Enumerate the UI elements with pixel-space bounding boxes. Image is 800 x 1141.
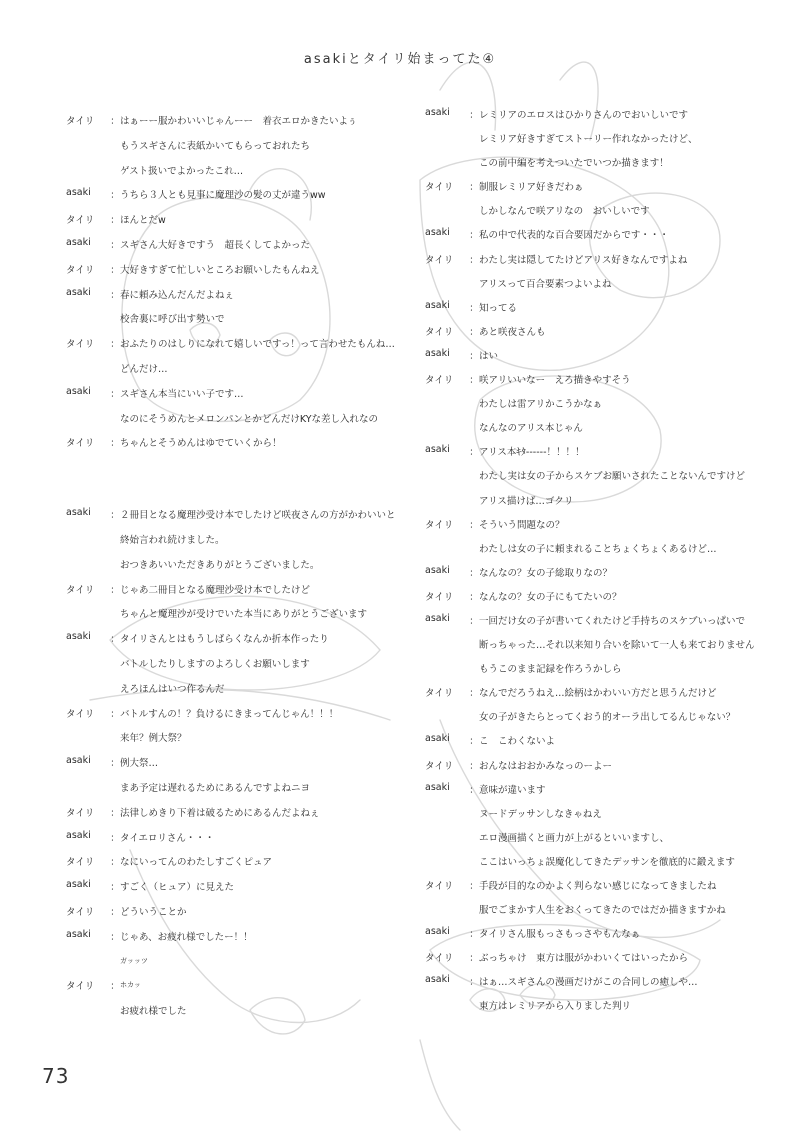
dialogue-text: ちゃんと魔理沙が受けでいた本当にありがとうございます — [120, 609, 368, 621]
dialogue-text: なんでだろうねえ…絵柄はかわいい方だと思うんだけど — [479, 688, 717, 700]
speaker-separator: ： — [110, 708, 120, 720]
dialogue-text: ちゃんとそうめんはゆでていくから！ — [120, 438, 282, 450]
dialogue-text: まあ予定は遅れるためにあるんですよねニヨ — [120, 782, 311, 794]
speaker-name: asaki — [425, 444, 450, 456]
speaker-name: asaki — [66, 879, 91, 891]
speaker-separator: ： — [110, 388, 120, 400]
speaker-separator: ： — [110, 438, 120, 450]
speaker-separator: ： — [469, 326, 479, 338]
speaker-name: asaki — [66, 928, 91, 940]
speaker-name: タイリ — [425, 760, 454, 772]
speaker-separator: ： — [110, 510, 120, 522]
speaker-separator: ： — [469, 688, 479, 700]
dialogue-text: はい — [479, 350, 499, 362]
speaker-separator: ： — [110, 981, 120, 993]
speaker-name: asaki — [425, 564, 450, 576]
dialogue-text: アリスって百合要素つよいよね — [479, 278, 612, 290]
dialogue-text: おふたりのはしりになれて嬉しいですっ！って言わせたもんね… — [120, 339, 395, 351]
dialogue-text: 意味が違います — [479, 784, 546, 796]
dialogue-line — [66, 138, 396, 163]
dialogue-line — [66, 954, 396, 979]
dialogue-text: はぁーー服かわいいじゃんーー 着衣エロかきたいよぅ — [120, 116, 358, 127]
speaker-name: タイリ — [425, 688, 454, 700]
section-gap — [66, 460, 396, 507]
page-title: asakiとタイリ始まってた④ — [303, 52, 497, 67]
dialogue-line — [425, 155, 770, 179]
dialogue-line — [66, 755, 396, 780]
dialogue-line — [66, 386, 396, 411]
speaker-name: タイリ — [425, 953, 454, 965]
dialogue-text: 例大祭… — [120, 758, 159, 770]
speaker-separator: ： — [469, 567, 479, 579]
speaker-separator: ： — [469, 302, 479, 314]
dialogue-line — [425, 468, 770, 492]
speaker-separator: ： — [469, 591, 479, 603]
dialogue-line — [66, 557, 396, 582]
speaker-separator: ： — [110, 215, 120, 227]
dialogue-line — [66, 435, 396, 460]
dialogue-line — [425, 637, 770, 661]
dialogue-line — [425, 806, 770, 830]
speaker-name: タイリ — [425, 591, 454, 603]
dialogue-line — [66, 656, 396, 681]
speaker-separator: ： — [469, 254, 479, 266]
speaker-name: asaki — [425, 974, 450, 986]
dialogue-text: どういうことか — [120, 906, 187, 918]
dialogue-text: 一回だけ女の子が書いてくれたけど手持ちのスケブいっぱいで — [479, 615, 746, 627]
dialogue-text: この前中編を考えついたでいつか描きます！ — [479, 158, 669, 170]
dialogue-text: エロ漫画描くと画力が上がるといいますし、 — [479, 832, 670, 844]
dialogue-text: すごく（ヒュア）に見えた — [120, 882, 235, 894]
dialogue-line — [425, 854, 770, 878]
speaker-separator: ： — [110, 832, 120, 844]
speaker-name: asaki — [425, 781, 450, 793]
speaker-separator: ： — [469, 615, 479, 627]
dialogue-text: ゲスト扱いでよかったこれ… — [120, 165, 244, 177]
dialogue-text: タイリさん服もっさもっさやもんなぁ — [479, 929, 641, 941]
dialogue-line — [425, 252, 770, 276]
speaker-name: タイリ — [66, 584, 95, 596]
dialogue-line — [425, 493, 770, 517]
dialogue-line — [425, 902, 770, 926]
dialogue-text: ぶっちゃけ 東方は服がかわいくてはいったから — [479, 953, 689, 965]
dialogue-text: おつきあいいただきありがとうございました。 — [120, 559, 320, 571]
dialogue-line — [425, 300, 770, 324]
dialogue-line — [425, 107, 770, 131]
dialogue-text: 制服レミリア好きだわぁ — [479, 182, 584, 194]
dialogue-text: ほんとだw — [120, 215, 166, 227]
dialogue-line — [425, 661, 770, 685]
speaker-separator: ： — [469, 881, 479, 892]
dialogue-line — [66, 780, 396, 805]
speaker-name: タイリ — [425, 182, 454, 194]
speaker-separator: ： — [110, 116, 120, 127]
dialogue-line — [425, 131, 770, 155]
dialogue-line — [425, 998, 770, 1022]
dialogue-line — [66, 361, 396, 386]
dialogue-line — [425, 733, 770, 757]
speaker-name: タイリ — [66, 807, 95, 819]
dialogue-line — [425, 613, 770, 637]
dialogue-line — [66, 262, 396, 287]
dialogue-line — [425, 926, 770, 950]
dialogue-text: そういう問題なの？ — [479, 519, 565, 531]
speaker-name: タイリ — [425, 326, 454, 338]
dialogue-line — [66, 187, 396, 212]
dialogue-text: あと咲夜さんも — [479, 326, 546, 338]
speaker-separator: ： — [110, 584, 120, 596]
dialogue-text: えろほんはいつ作るんだ — [120, 683, 225, 695]
dialogue-text: 服でごまかす人生をおくってきたのではだか描きますかね — [479, 905, 726, 917]
speaker-separator: ： — [469, 110, 479, 121]
dialogue-line — [66, 163, 396, 188]
dialogue-line — [66, 532, 396, 557]
dialogue-text: もうこのまま記録を作ろうかしら — [479, 664, 622, 676]
dialogue-text: 私の中で代表的な百合要因だからです・・・ — [479, 230, 669, 242]
speaker-name: タイリ — [66, 981, 95, 993]
dialogue-text: もうスギさんに表紙かいてもらっておれたち — [120, 140, 311, 152]
dialogue-line — [425, 348, 770, 372]
dialogue-text: バトルすんの！？負けるにきまってんじゃん！！！ — [120, 708, 339, 720]
dialogue-line — [66, 1003, 396, 1028]
dialogue-text: 法律しめきり下着は破るためにあるんだよねぇ — [120, 807, 320, 819]
speaker-name: タイリ — [66, 264, 95, 276]
speaker-name: タイリ — [66, 708, 95, 720]
dialogue-line — [425, 203, 770, 227]
dialogue-line — [66, 606, 396, 631]
dialogue-line — [425, 878, 770, 902]
dialogue-line — [66, 507, 396, 532]
dialogue-text: タイエロリさん・・・ — [120, 832, 215, 844]
speaker-separator: ： — [469, 447, 479, 459]
speaker-separator: ： — [110, 634, 120, 646]
dialogue-line — [425, 758, 770, 782]
speaker-separator: ： — [110, 807, 120, 819]
speaker-separator: ： — [469, 953, 479, 965]
dialogue-line — [425, 950, 770, 974]
page-number: 73 — [42, 1064, 70, 1088]
dialogue-line — [425, 444, 770, 468]
dialogue-text: アリス本ｷﾀ------！！！！ — [479, 447, 585, 459]
dialogue-line — [66, 730, 396, 755]
speaker-name: タイリ — [425, 254, 454, 266]
speaker-name: タイリ — [66, 215, 95, 227]
dialogue-text: しかしなんで咲アリなの おいしいです — [479, 206, 650, 218]
dialogue-line — [66, 113, 396, 138]
speaker-name: タイリ — [425, 519, 454, 531]
dialogue-text: バトルしたりしますのよろしくお願いします — [120, 658, 310, 670]
dialogue-text: ２冊目となる魔理沙受け本でしたけど咲夜さんの方がかわいいと — [120, 510, 396, 522]
dialogue-text: わたし実は女の子からスケブお願いされたことないんですけど — [479, 471, 746, 483]
speaker-name: タイリ — [66, 906, 95, 918]
dialogue-line — [425, 420, 770, 444]
dialogue-text: おんなはおおかみなっのーよー — [479, 760, 613, 772]
dialogue-line — [66, 904, 396, 929]
dialogue-line — [425, 782, 770, 806]
dialogue-line — [425, 324, 770, 348]
speaker-name: タイリ — [425, 881, 454, 892]
dialogue-line — [66, 805, 396, 830]
dialogue-line — [66, 287, 396, 312]
speaker-separator: ： — [469, 736, 479, 748]
speaker-separator: ： — [469, 977, 479, 989]
speaker-separator: ： — [110, 758, 120, 770]
dialogue-text: こ こわくないよ — [479, 736, 556, 748]
dialogue-line — [425, 276, 770, 300]
speaker-name: asaki — [66, 755, 91, 767]
speaker-separator: ： — [469, 230, 479, 242]
dialogue-line — [425, 517, 770, 541]
dialogue-text: 手段が目的なのかよく判らない感じになってきましたね — [479, 881, 717, 892]
dialogue-line — [66, 929, 396, 954]
dialogue-text: うちら３人とも見事に魔理沙の髪の丈が違うww — [120, 190, 326, 202]
dialogue-text: レミリアのエロスはひかりさんのでおいしいです — [479, 110, 689, 121]
dialogue-text: ホカッ — [120, 981, 141, 990]
dialogue-text: 知ってる — [479, 302, 518, 314]
dialogue-line — [66, 336, 396, 361]
dialogue-line — [66, 706, 396, 731]
speaker-name: asaki — [66, 187, 91, 199]
speaker-name: asaki — [425, 612, 450, 624]
dialogue-text: ここはいっちょ誤魔化してきたデッサンを徹底的に鍛えます — [479, 856, 735, 868]
speaker-separator: ： — [110, 882, 120, 894]
dialogue-line — [425, 179, 770, 203]
dialogue-text: ガッッツ — [120, 956, 148, 965]
dialogue-text: スギさん大好きですう 超長くしてよかった — [120, 239, 311, 251]
dialogue-line — [425, 589, 770, 613]
speaker-name: asaki — [425, 926, 450, 938]
dialogue-line — [425, 685, 770, 709]
dialogue-text: なんなの？女の子にもてたいの？ — [479, 591, 622, 603]
dialogue-text: 終始言われ続けました。 — [120, 534, 225, 546]
dialogue-column-right — [425, 107, 770, 1023]
dialogue-line — [66, 879, 396, 904]
dialogue-text: 校舎裏に呼び出す勢いで — [120, 314, 225, 326]
dialogue-line — [425, 396, 770, 420]
dialogue-text: 春に頼み込んだんだよねぇ — [120, 289, 235, 301]
speaker-separator: ： — [469, 375, 479, 387]
speaker-name: asaki — [66, 286, 91, 298]
speaker-name: asaki — [66, 631, 91, 643]
dialogue-line — [66, 212, 396, 237]
speaker-name: asaki — [425, 733, 450, 745]
speaker-name: タイリ — [66, 438, 95, 450]
dialogue-line — [66, 830, 396, 855]
dialogue-line — [425, 541, 770, 565]
speaker-name: タイリ — [425, 375, 454, 387]
speaker-name: タイリ — [66, 116, 95, 127]
speaker-separator: ： — [110, 931, 120, 943]
dialogue-line — [66, 582, 396, 607]
dialogue-text: 断っちゃった…それ以来知り合いを除いて一人も来ておりません — [479, 640, 755, 652]
speaker-separator: ： — [110, 289, 120, 301]
speaker-separator: ： — [469, 519, 479, 531]
dialogue-text: お疲れ様でした — [120, 1006, 187, 1018]
speaker-separator: ： — [110, 190, 120, 202]
dialogue-text: レミリア好きすぎてストーリー作れなかったけど、 — [479, 134, 698, 146]
speaker-separator: ： — [469, 784, 479, 796]
dialogue-text: 女の子がきたらとってくおう的オーラ出してるんじゃない？ — [479, 712, 736, 724]
dialogue-text: 大好きすぎて忙しいところお願いしたもんねえ — [120, 264, 320, 276]
dialogue-text: わたしは雷アリかこうかなぁ — [479, 399, 603, 411]
dialogue-text: はぁ…スギさんの漫画だけがこの合同しの癒しや… — [479, 977, 698, 989]
dialogue-text: なのにそうめんとメロンパンとかどんだけKYな差し入れなの — [120, 413, 379, 425]
dialogue-text: じゃあ、お疲れ様でしたー！！ — [120, 931, 253, 943]
dialogue-line — [66, 237, 396, 262]
speaker-separator: ： — [110, 239, 120, 251]
dialogue-line — [425, 709, 770, 733]
dialogue-line — [66, 854, 396, 879]
speaker-name: asaki — [66, 236, 91, 248]
speaker-separator: ： — [110, 339, 120, 351]
dialogue-line — [66, 411, 396, 436]
speaker-separator: ： — [110, 857, 120, 869]
speaker-name: asaki — [66, 385, 91, 397]
speaker-separator: ： — [469, 760, 479, 772]
speaker-name: asaki — [425, 107, 450, 118]
speaker-name: asaki — [425, 299, 450, 311]
dialogue-text: わたし実は隠してたけどアリス好きなんですよね — [479, 254, 688, 266]
dialogue-line — [66, 978, 396, 1003]
speaker-name: asaki — [425, 347, 450, 359]
speaker-separator: ： — [469, 929, 479, 941]
speaker-separator: ： — [110, 264, 120, 276]
dialogue-text: 東方はレミリアから入りました判リ — [479, 1001, 632, 1013]
speaker-separator: ： — [469, 350, 479, 362]
speaker-separator: ： — [110, 906, 120, 918]
dialogue-text: なんなの？女の子総取りなの？ — [479, 567, 613, 579]
dialogue-line — [425, 565, 770, 589]
speaker-name: asaki — [425, 227, 450, 239]
dialogue-text: スギさん本当にいい子です… — [120, 388, 244, 400]
dialogue-text: なにいってんのわたしすごくピュア — [120, 857, 273, 869]
dialogue-line — [425, 974, 770, 998]
dialogue-text: なんなのアリス本じゃん — [479, 423, 583, 435]
dialogue-text: どんだけ… — [120, 363, 168, 375]
dialogue-text: アリス描けば…ゴクリ — [479, 495, 574, 507]
sketch-leg-right — [420, 1040, 460, 1130]
speaker-name: タイリ — [66, 857, 95, 869]
dialogue-line — [425, 372, 770, 396]
dialogue-text: 来年？例大祭？ — [120, 733, 187, 745]
speaker-separator: ： — [469, 182, 479, 194]
dialogue-column-left — [66, 113, 396, 1028]
dialogue-text: じゃあ二冊目となる魔理沙受け本でしたけど — [120, 584, 311, 596]
speaker-name: asaki — [66, 507, 91, 519]
dialogue-line — [66, 631, 396, 656]
dialogue-text: わたしは女の子に頼まれることちょくちょくあるけど… — [479, 543, 717, 555]
dialogue-line — [425, 830, 770, 854]
dialogue-line — [66, 311, 396, 336]
speaker-name: asaki — [66, 829, 91, 841]
dialogue-text: ヌードデッサンしなきゃねえ — [479, 808, 602, 820]
dialogue-line — [425, 227, 770, 251]
dialogue-text: タイリさんとはもうしばらくなんか折本作ったり — [120, 634, 329, 646]
dialogue-text: 咲アリいいなー えろ描きやすそう — [479, 375, 631, 387]
dialogue-line — [66, 681, 396, 706]
speaker-name: タイリ — [66, 339, 95, 351]
